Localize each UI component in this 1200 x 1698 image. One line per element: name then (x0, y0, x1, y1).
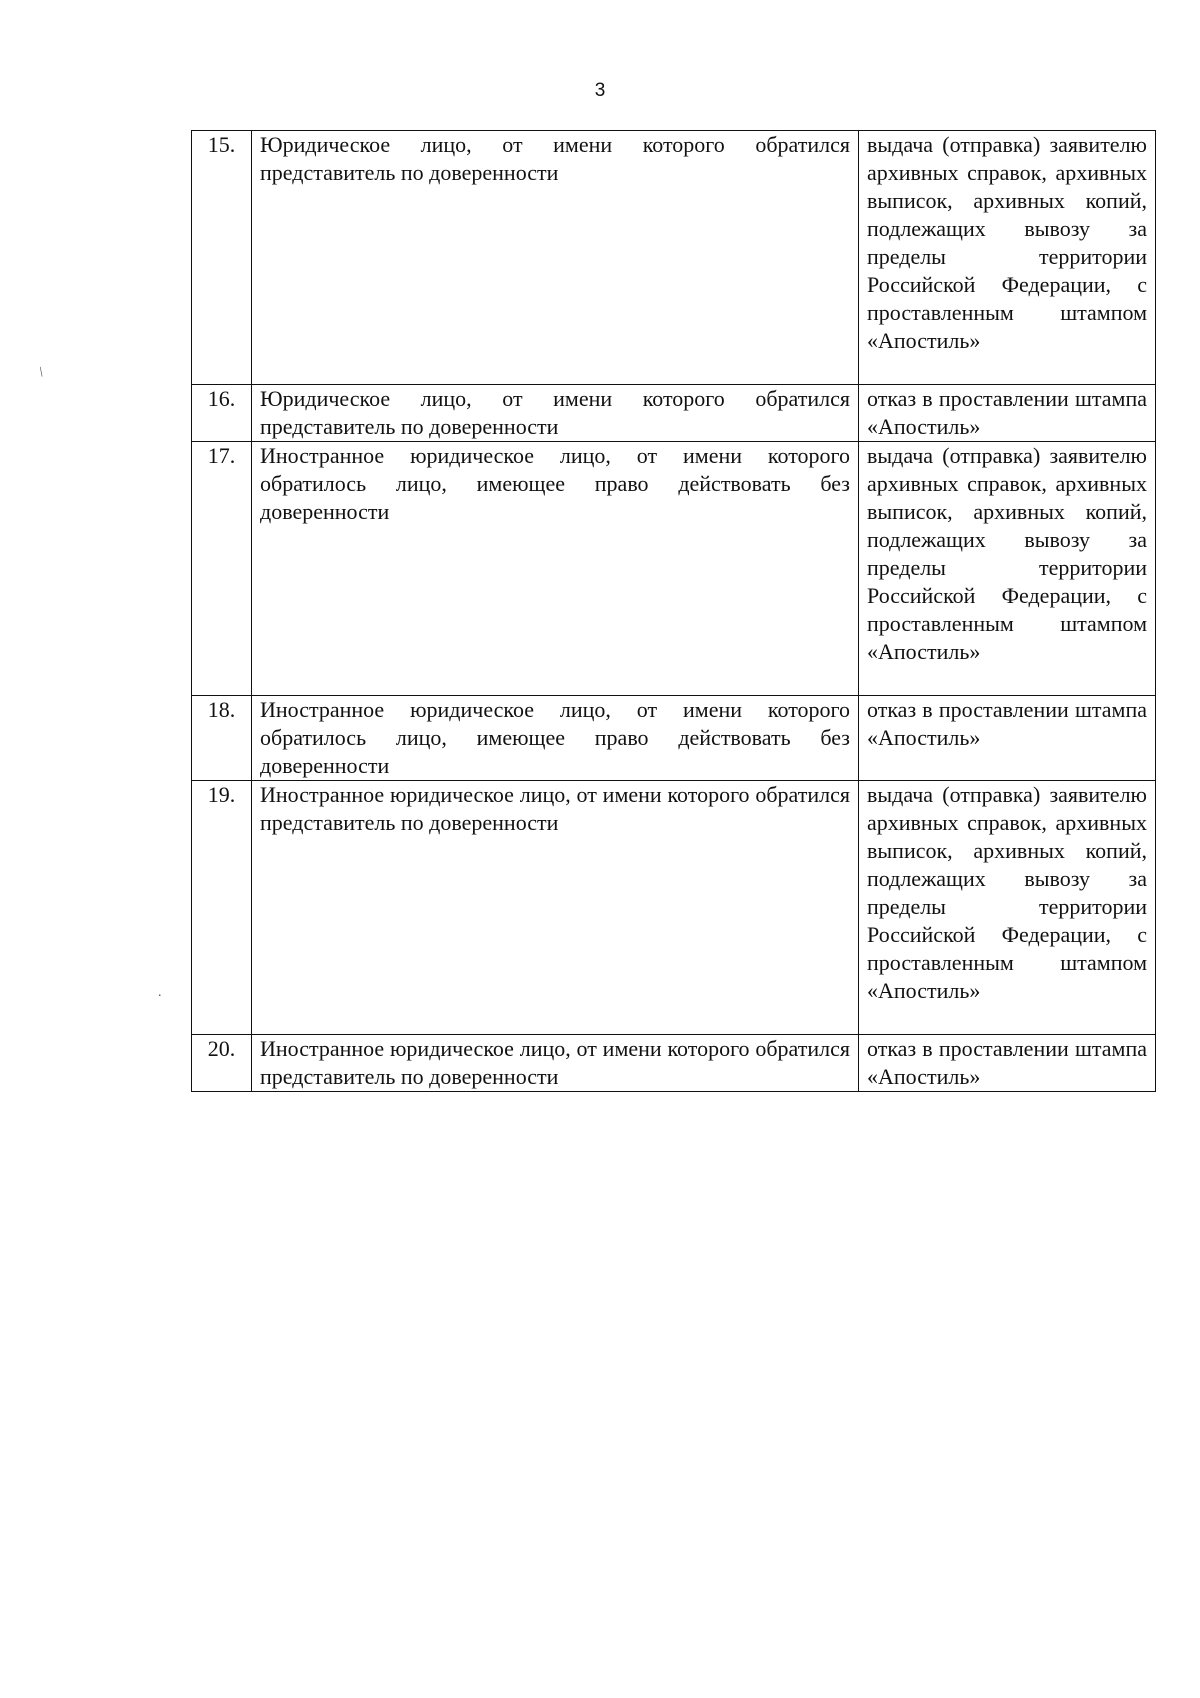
applicant-cell: Иностранное юридическое лицо, от имени которого обратился представитель по доверенности (252, 1035, 859, 1092)
table-row (192, 131, 1156, 385)
result-cell: выдача (отправка) заявителю архивных справок, архивных выписок, архивных копий, подлежащих вывозу за пределы территории Российской Федерации, с проставленным штампом «Апостиль» (859, 781, 1156, 1035)
row-number: 18. (192, 696, 252, 781)
result-cell: выдача (отправка) заявителю архивных справок, архивных выписок, архивных копий, подлежащих вывозу за пределы территории Российской Федерации, с проставленным штампом «Апостиль» (859, 131, 1156, 385)
table-row (192, 442, 1156, 696)
result-cell: выдача (отправка) заявителю архивных справок, архивных выписок, архивных копий, подлежащих вывозу за пределы территории Российской Федерации, с проставленным штампом «Апостиль» (859, 442, 1156, 696)
services-results-table (191, 130, 1156, 1092)
result-cell: отказ в проставлении штампа «Апостиль» (859, 1035, 1156, 1092)
scan-artifact-mark: / (36, 365, 48, 381)
row-number: 20. (192, 1035, 252, 1092)
applicant-cell: Иностранное юридическое лицо, от имени которого обратилось лицо, имеющее право действовать без доверенности (252, 696, 859, 781)
result-cell: отказ в проставлении штампа «Апостиль» (859, 385, 1156, 442)
row-number: 19. (192, 781, 252, 1035)
table-row (192, 696, 1156, 781)
row-number: 15. (192, 131, 252, 385)
applicant-cell: Юридическое лицо, от имени которого обратился представитель по доверенности (252, 131, 859, 385)
applicant-cell: Иностранное юридическое лицо, от имени которого обратился представитель по доверенности (252, 781, 859, 1035)
row-number: 16. (192, 385, 252, 442)
table-row (192, 385, 1156, 442)
row-number: 17. (192, 442, 252, 696)
applicant-cell: Юридическое лицо, от имени которого обратился представитель по доверенности (252, 385, 859, 442)
result-cell: отказ в проставлении штампа «Апостиль» (859, 696, 1156, 781)
applicant-cell: Иностранное юридическое лицо, от имени которого обратилось лицо, имеющее право действовать без доверенности (252, 442, 859, 696)
scan-artifact-dot: . (158, 985, 162, 1000)
table-row (192, 781, 1156, 1035)
table-row (192, 1035, 1156, 1092)
page-number: 3 (594, 80, 606, 101)
